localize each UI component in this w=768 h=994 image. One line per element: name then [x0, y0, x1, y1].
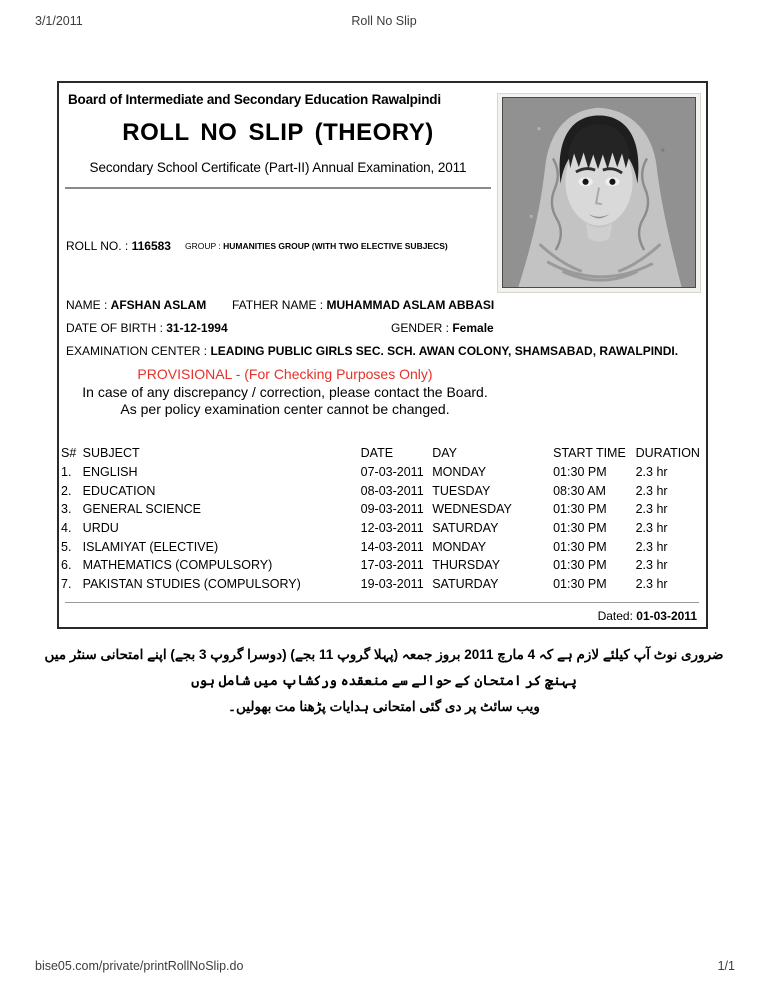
dob-label: DATE OF BIRTH :: [66, 321, 167, 335]
table-row: [61, 500, 700, 519]
cell-duration: 2.3 hr: [635, 465, 668, 480]
cell-serial: 3.: [61, 502, 72, 517]
father-name-label: FATHER NAME :: [232, 298, 327, 312]
cell-serial: 7.: [61, 576, 72, 591]
cell-subject: URDU: [82, 521, 119, 536]
cell-subject: GENERAL SCIENCE: [82, 502, 201, 517]
cell-day: SATURDAY: [432, 576, 499, 591]
urdu-note: [0, 642, 768, 720]
cell-start-time: 01:30 PM: [553, 502, 607, 517]
roll-no-label: ROLL NO. :: [66, 239, 132, 253]
cell-start-time: 01:30 PM: [553, 558, 607, 573]
cell-date: 14-03-2011: [360, 539, 424, 554]
cell-day: MONDAY: [432, 465, 487, 480]
header-divider: [65, 187, 491, 189]
table-row: [61, 537, 700, 556]
table-row: [61, 556, 700, 575]
policy-notice: As per policy examination center cannot be changed.: [120, 401, 450, 417]
candidate-photo-drawing: [503, 98, 695, 287]
print-page-title: Roll No Slip: [351, 14, 417, 28]
cell-day: THURSDAY: [432, 558, 501, 573]
cell-start-time: 01:30 PM: [553, 576, 607, 591]
exam-center-row: [66, 344, 678, 358]
print-footer-url: bise05.com/private/printRollNoSlip.do: [35, 959, 244, 973]
urdu-note-line-1: ضروری نوٹ آپ کیلئے لازم ہے کہ 4 مارچ 2011 بروز جمعہ (پہلا گروپ 11 بجے) (دوسرا گروپ 3 بجے) اپنے امتحانی سنٹر میں: [44, 647, 724, 662]
gender-value: Female: [452, 321, 494, 335]
cell-date: 12-03-2011: [360, 521, 424, 536]
roll-no-value: 116583: [131, 239, 171, 253]
cell-start-time: 01:30 PM: [553, 521, 607, 536]
urdu-note-line-2: پہنچ کر امتحان کے حوالے سے منعقدہ ورکشاپ میں شامل ہوں: [191, 673, 577, 688]
col-day: DAY: [432, 446, 457, 460]
roll-no-slip-card: [57, 81, 708, 629]
slip-title: ROLL NO SLIP (THEORY): [122, 119, 434, 146]
cell-subject: PAKISTAN STUDIES (COMPULSORY): [82, 576, 301, 591]
dob-value: 31-12-1994: [166, 321, 228, 335]
footer-divider: [65, 602, 699, 603]
cell-serial: 6.: [61, 558, 72, 573]
col-start-time: START TIME: [553, 446, 626, 460]
cell-day: WEDNESDAY: [432, 502, 512, 517]
col-serial: S#: [61, 446, 77, 460]
col-subject: SUBJECT: [82, 446, 140, 460]
discrepancy-notice: In case of any discrepancy / correction, please contact the Board.: [82, 383, 488, 400]
exam-center-value: LEADING PUBLIC GIRLS SEC. SCH. AWAN COLONY, SHAMSABAD, RAWALPINDI.: [210, 344, 679, 358]
urdu-note-line-3: ویب سائٹ پر دی گئی امتحانی ہدایات پڑھنا مت بھولیں۔: [228, 699, 540, 714]
roll-no-row: [66, 239, 448, 253]
cell-duration: 2.3 hr: [635, 558, 668, 573]
exam-name: Secondary School Certificate (Part-II) Annual Examination, 2011: [89, 160, 467, 175]
table-row: [61, 575, 700, 594]
group-label: GROUP :: [185, 241, 224, 251]
print-date: 3/1/2011: [35, 14, 83, 28]
cell-serial: 5.: [61, 539, 72, 554]
cell-date: 19-03-2011: [360, 576, 424, 591]
provisional-notice: PROVISIONAL - (For Checking Purposes Only): [137, 366, 433, 382]
timetable-header-row: [61, 442, 700, 463]
dated-label: Dated:: [597, 609, 637, 623]
cell-duration: 2.3 hr: [635, 521, 668, 536]
cell-day: TUESDAY: [432, 483, 491, 498]
cell-subject: MATHEMATICS (COMPULSORY): [82, 558, 273, 573]
cell-date: 07-03-2011: [360, 465, 424, 480]
dated-value: 01-03-2011: [636, 609, 697, 623]
cell-subject: ENGLISH: [82, 465, 138, 480]
notices: [59, 366, 511, 419]
cell-duration: 2.3 hr: [635, 483, 668, 498]
name-row: [66, 298, 495, 312]
dated: [598, 609, 697, 623]
cell-serial: 4.: [61, 521, 72, 536]
cell-start-time: 01:30 PM: [553, 539, 607, 554]
cell-duration: 2.3 hr: [635, 576, 668, 591]
col-date: DATE: [360, 446, 394, 460]
cell-subject: ISLAMIYAT (ELECTIVE): [82, 539, 219, 554]
print-page-number: 1/1: [717, 959, 735, 973]
group-value: HUMANITIES GROUP (WITH TWO ELECTIVE SUBJECS): [223, 241, 448, 251]
cell-day: MONDAY: [432, 539, 487, 554]
cell-serial: 1.: [61, 465, 72, 480]
cell-serial: 2.: [61, 483, 72, 498]
table-row: [61, 463, 700, 482]
gender-pair: [391, 321, 494, 335]
table-row: [61, 482, 700, 501]
cell-duration: 2.3 hr: [635, 502, 668, 517]
cell-date: 08-03-2011: [360, 483, 424, 498]
cell-date: 17-03-2011: [360, 558, 424, 573]
gender-label: GENDER :: [391, 321, 453, 335]
candidate-photo: [497, 93, 701, 293]
father-name-pair: [232, 298, 494, 312]
name-value: AFSHAN ASLAM: [110, 298, 207, 312]
table-row: [61, 519, 700, 538]
cell-duration: 2.3 hr: [635, 539, 668, 554]
group-pair: [185, 241, 448, 251]
exam-timetable: [61, 442, 700, 593]
cell-date: 09-03-2011: [360, 502, 424, 517]
father-name-value: MUHAMMAD ASLAM ABBASI: [326, 298, 495, 312]
board-name: Board of Intermediate and Secondary Education Rawalpindi: [68, 92, 441, 107]
cell-subject: EDUCATION: [82, 483, 156, 498]
dob-row: [66, 321, 494, 335]
cell-day: SATURDAY: [432, 521, 499, 536]
cell-start-time: 01:30 PM: [553, 465, 607, 480]
cell-start-time: 08:30 AM: [553, 483, 606, 498]
exam-center-label: EXAMINATION CENTER :: [66, 344, 211, 358]
col-duration: DURATION: [635, 446, 700, 460]
name-label: NAME :: [66, 298, 111, 312]
